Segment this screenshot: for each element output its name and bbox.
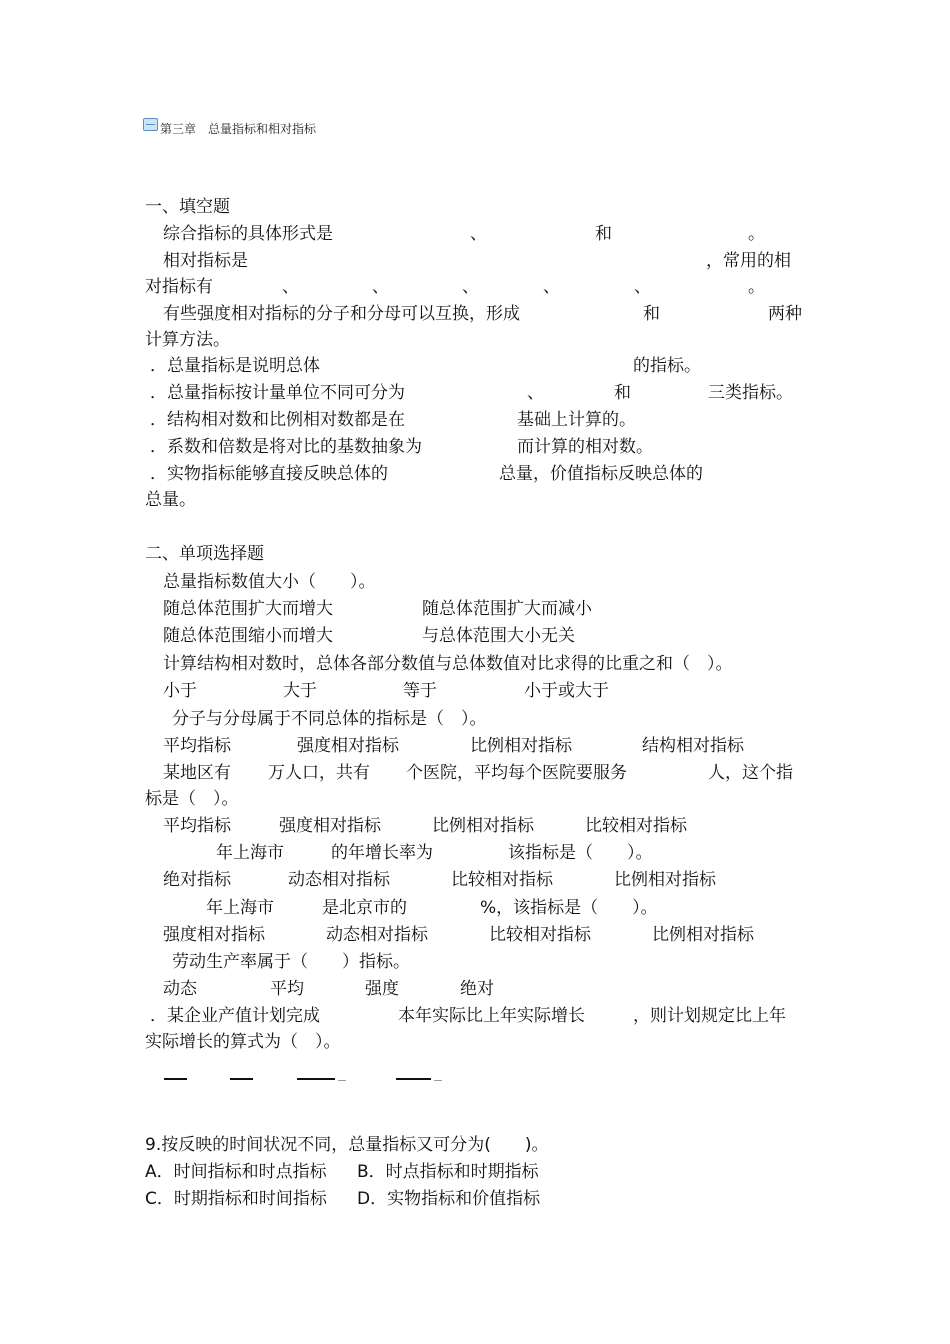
section-title-single-choice: 二、单项选择题 <box>145 544 264 564</box>
choice-q4-option-d: 比较相对指标 <box>585 816 687 836</box>
fill-q2-sep2: 、 <box>372 277 389 297</box>
fill-q1-text: 综合指标的具体形式是 <box>163 224 333 244</box>
choice-q8-text2: 本年实际比上年实际增长 <box>398 1006 585 1026</box>
choice-q1-option-d: 与总体范围大小无关 <box>422 626 575 646</box>
document-icon <box>143 118 158 131</box>
choice-q4-option-b: 强度相对指标 <box>279 816 381 836</box>
choice-q7-option-c: 强度 <box>365 979 399 999</box>
choice-q3-option-b: 强度相对指标 <box>297 736 399 756</box>
choice-q6-text2: 是北京市的 <box>322 898 407 918</box>
choice-q2-option-b: 大于 <box>283 681 317 701</box>
fill-q1-and: 和 <box>595 224 612 244</box>
choice-q4-text5: 标是（ ）。 <box>145 789 239 809</box>
fill-q2-sep4: 、 <box>543 277 560 297</box>
choice-q6-option-a: 强度相对指标 <box>163 925 265 945</box>
choice-q3-option-a: 平均指标 <box>163 736 231 756</box>
choice-q7-option-b: 平均 <box>270 979 304 999</box>
choice-q3-stem: 分子与分母属于不同总体的指标是（ ）。 <box>172 709 487 729</box>
choice-q7-option-d: 绝对 <box>460 979 494 999</box>
choice-q1-stem: 总量指标数值大小（ ）。 <box>163 572 376 592</box>
choice-q8-option-d-line <box>396 1078 431 1080</box>
choice-q9-stem: 9.按反映的时间状况不同，总量指标又可分为( )。 <box>145 1135 549 1155</box>
choice-q8-text4: 实际增长的算式为（ ）。 <box>145 1032 341 1052</box>
fill-q2-sep3: 、 <box>462 277 479 297</box>
fill-q2-sep1: 、 <box>282 277 299 297</box>
choice-q1-option-a: 随总体范围扩大而增大 <box>163 599 333 619</box>
choice-q2-option-d: 小于或大于 <box>524 681 609 701</box>
fill-q5-end: 三类指标。 <box>708 383 793 403</box>
fill-q2-text: 相对指标是 <box>163 251 248 271</box>
choice-q9-option-a: A．时间指标和时点指标 <box>145 1162 327 1182</box>
fill-q4-text: ．总量指标是说明总体 <box>150 356 320 376</box>
choice-q7-option-a: 动态 <box>163 979 197 999</box>
choice-q8-option-d-minus: － <box>433 1076 443 1087</box>
fill-q2-end: 。 <box>748 277 765 297</box>
choice-q3-option-c: 比例相对指标 <box>470 736 572 756</box>
fill-q3-text2: 计算方法。 <box>145 330 230 350</box>
choice-q4-text: 某地区有 <box>163 763 231 783</box>
fill-q3-two: 两种 <box>768 304 802 324</box>
fill-q3-text: 有些强度相对指标的分子和分母可以互换，形成 <box>163 304 520 324</box>
fill-q3-and: 和 <box>643 304 660 324</box>
choice-q9-option-b: B．时点指标和时期指标 <box>357 1162 539 1182</box>
fill-q2-text2: ，常用的相 <box>706 251 791 271</box>
choice-q6-text3: %，该指标是（ ）。 <box>480 898 658 918</box>
fill-q1-end: 。 <box>748 224 765 244</box>
fill-q2-text3: 对指标有 <box>145 277 213 297</box>
choice-q5-option-c: 比较相对指标 <box>451 870 553 890</box>
choice-q5-option-a: 绝对指标 <box>163 870 231 890</box>
choice-q9-option-d: D．实物指标和价值指标 <box>357 1189 541 1209</box>
fill-q7-text2: 而计算的相对数。 <box>517 437 653 457</box>
choice-q1-option-b: 随总体范围扩大而减小 <box>422 599 592 619</box>
fill-q7-text: ．系数和倍数是将对比的基数抽象为 <box>150 437 422 457</box>
choice-q8-option-a-line <box>164 1078 187 1080</box>
choice-q4-text2: 万人口，共有 <box>268 763 370 783</box>
fill-q4-text2: 的指标。 <box>633 356 701 376</box>
choice-q7-stem: 劳动生产率属于（ ）指标。 <box>172 952 410 972</box>
choice-q8-option-c-minus: － <box>337 1076 347 1087</box>
choice-q6-text: 年上海市 <box>206 898 274 918</box>
fill-q2-sep5: 、 <box>634 277 651 297</box>
choice-q5-option-d: 比例相对指标 <box>614 870 716 890</box>
section-title-fill-blank: 一、填空题 <box>145 197 230 217</box>
fill-q6-text2: 基础上计算的。 <box>517 410 636 430</box>
choice-q8-text3: ，则计划规定比上年 <box>633 1006 786 1026</box>
fill-q5-and: 和 <box>614 383 631 403</box>
choice-q2-option-c: 等于 <box>403 681 437 701</box>
choice-q6-option-d: 比例相对指标 <box>652 925 754 945</box>
choice-q8-text: ．某企业产值计划完成 <box>150 1006 320 1026</box>
choice-q9-option-c: C．时期指标和时间指标 <box>145 1189 327 1209</box>
choice-q8-option-c-line <box>297 1078 335 1080</box>
choice-q6-option-b: 动态相对指标 <box>326 925 428 945</box>
choice-q4-text4: 人，这个指 <box>708 763 793 783</box>
page-title: 第三章 总量指标和相对指标 <box>160 122 317 136</box>
choice-q3-option-d: 结构相对指标 <box>642 736 744 756</box>
fill-q5-sep: 、 <box>527 383 544 403</box>
fill-q1-sep: 、 <box>470 224 487 244</box>
choice-q1-option-c: 随总体范围缩小而增大 <box>163 626 333 646</box>
fill-q6-text: ．结构相对数和比例相对数都是在 <box>150 410 405 430</box>
choice-q4-option-a: 平均指标 <box>163 816 231 836</box>
choice-q5-text2: 的年增长率为 <box>331 843 433 863</box>
choice-q5-text: 年上海市 <box>216 843 284 863</box>
fill-q8-text3: 总量。 <box>145 490 196 510</box>
fill-q8-text: ．实物指标能够直接反映总体的 <box>150 464 388 484</box>
choice-q2-option-a: 小于 <box>163 681 197 701</box>
choice-q4-text3: 个医院，平均每个医院要服务 <box>406 763 627 783</box>
choice-q4-option-c: 比例相对指标 <box>432 816 534 836</box>
choice-q5-text3: 该指标是（ ）。 <box>508 843 653 863</box>
fill-q5-text: ．总量指标按计量单位不同可分为 <box>150 383 405 403</box>
fill-q8-text2: 总量，价值指标反映总体的 <box>499 464 703 484</box>
choice-q6-option-c: 比较相对指标 <box>489 925 591 945</box>
choice-q5-option-b: 动态相对指标 <box>288 870 390 890</box>
choice-q2-stem: 计算结构相对数时，总体各部分数值与总体数值对比求得的比重之和（ ）。 <box>163 654 733 674</box>
choice-q8-option-b-line <box>230 1078 253 1080</box>
